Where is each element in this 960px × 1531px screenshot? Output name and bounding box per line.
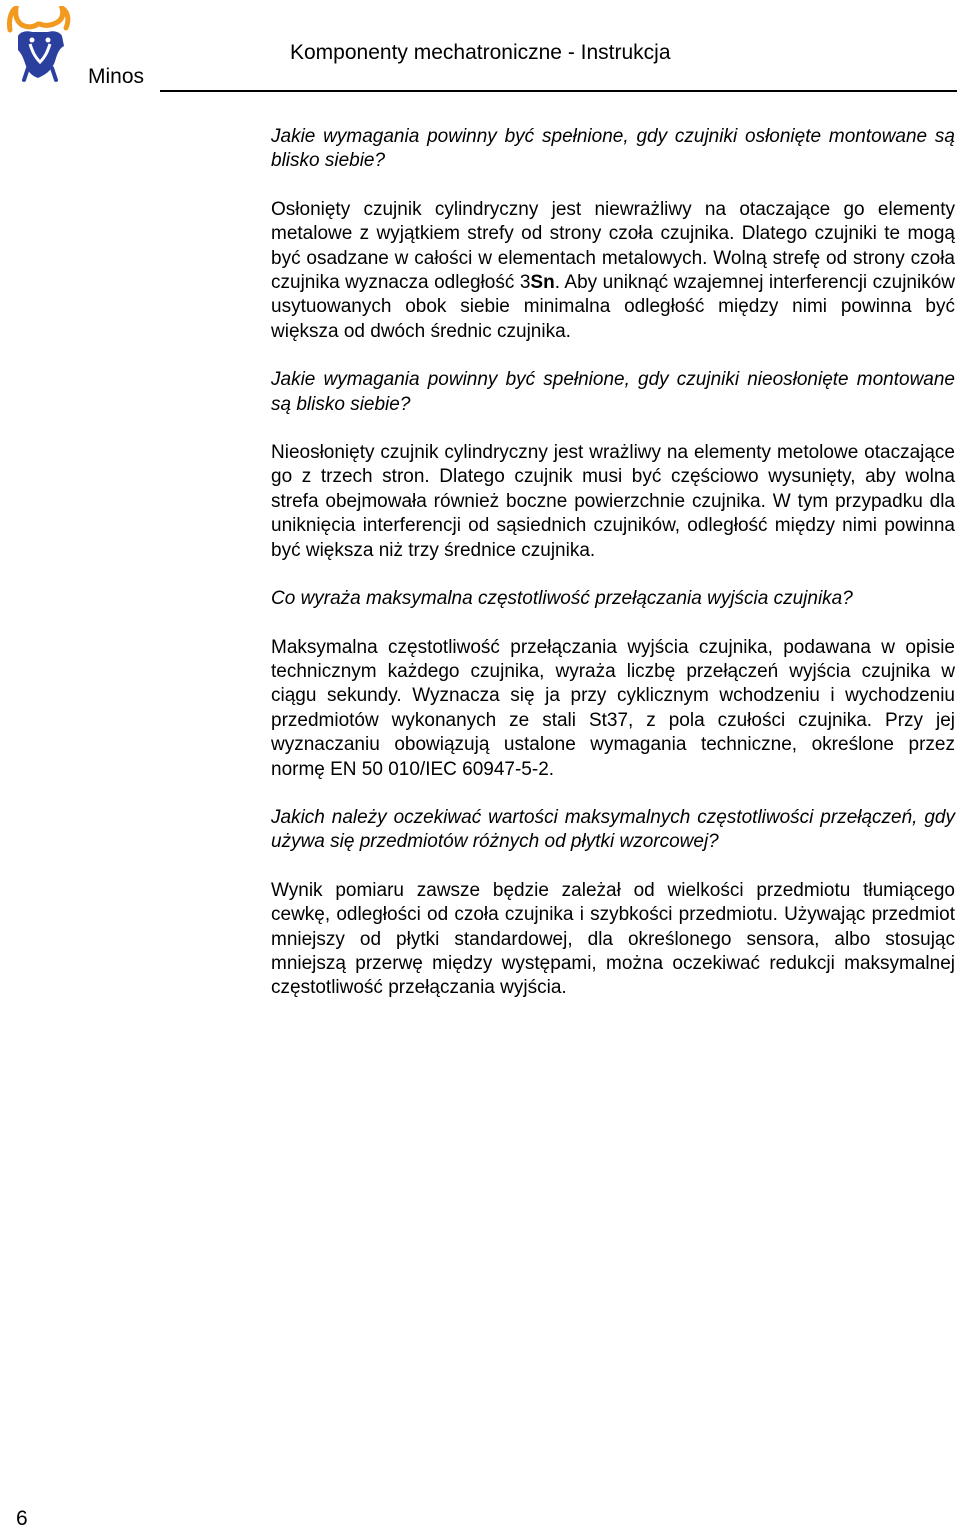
header-divider bbox=[160, 90, 957, 92]
document-title: Komponenty mechatroniczne - Instrukcja bbox=[290, 41, 671, 64]
question-1: Jakie wymagania powinny być spełnione, gdy czujniki osłonięte montowane są blisko siebie? bbox=[271, 126, 955, 172]
question-3: Co wyraża maksymalna częstotliwość przełączania wyjścia czujnika? bbox=[271, 588, 853, 610]
answer-4: Wynik pomiaru zawsze będzie zależał od wielkości przedmiotu tłumiącego cewkę, odległości od czoła czujnika i szybkości przedmiotu. Używając przedmiot mniejszy od płytki standardowej, dla określonego sensora, albo stosując mniejszą przerwę między występami, można oczekiwać redukcji maksymalnej częstotliwość przełączania wyjścia. bbox=[271, 879, 955, 999]
answer-1-bold-sn: Sn bbox=[530, 272, 555, 294]
document-body bbox=[271, 125, 955, 1025]
minos-logo bbox=[4, 6, 76, 86]
question-2: Jakie wymagania powinny być spełnione, gdy czujniki nieosłonięte montowane są blisko siebie? bbox=[271, 369, 955, 415]
question-4: Jakich należy oczekiwać wartości maksymalnych częstotliwości przełączeń, gdy używa się przedmiotów różnych od płytki wzorcowej? bbox=[271, 806, 955, 853]
page-number: 6 bbox=[16, 1507, 28, 1530]
answer-1 bbox=[271, 198, 955, 344]
answer-1-text-a: Osłonięty czujnik cylindryczny jest niewrażliwy na otaczające go elementy metalowe z wyjątkiem strefy od strony czoła czujnika. Dlatego czujniki te mogą być osadzane w całości w elementach metalowych. Wolną strefę od strony czoła czujnika wyznacza odległość 3 bbox=[271, 198, 955, 294]
answer-1-text-b: . Aby uniknąć wzajemnej interferencji czujników usytuowanych obok siebie minimalna odległość między nimi powinna być większa od dwóch średnic czujnika. bbox=[271, 272, 956, 342]
answer-3: Maksymalna częstotliwość przełączania wyjścia czujnika, podawana w opisie technicznym każdego czujnika, wyraża liczbę przełączeń wyjścia czujnika w ciągu sekundy. Wyznacza się ja przy cyklicznym wchodzeniu i wychodzeniu przedmiotów wykonanych ze stali St37, z pola czułości czujnika. Przy jej wyznaczaniu obowiązują ustalone wymagania techniczne, określone przez normę EN 50 010/IEC 60947-5-2. bbox=[271, 636, 955, 780]
brand-name: Minos bbox=[88, 65, 145, 88]
answer-2: Nieosłonięty czujnik cylindryczny jest wrażliwy na elementy metolowe otaczające go z trzech stron. Dlatego czujnik musi być częściowo wysunięty, aby wolna strefa obejmowała również boczne powierzchnie czujnika. W tym przypadku dla uniknięcia interferencji od sąsiednich czujników, odległość między nimi powinna być większa niż trzy średnice czujnika. bbox=[271, 442, 955, 561]
